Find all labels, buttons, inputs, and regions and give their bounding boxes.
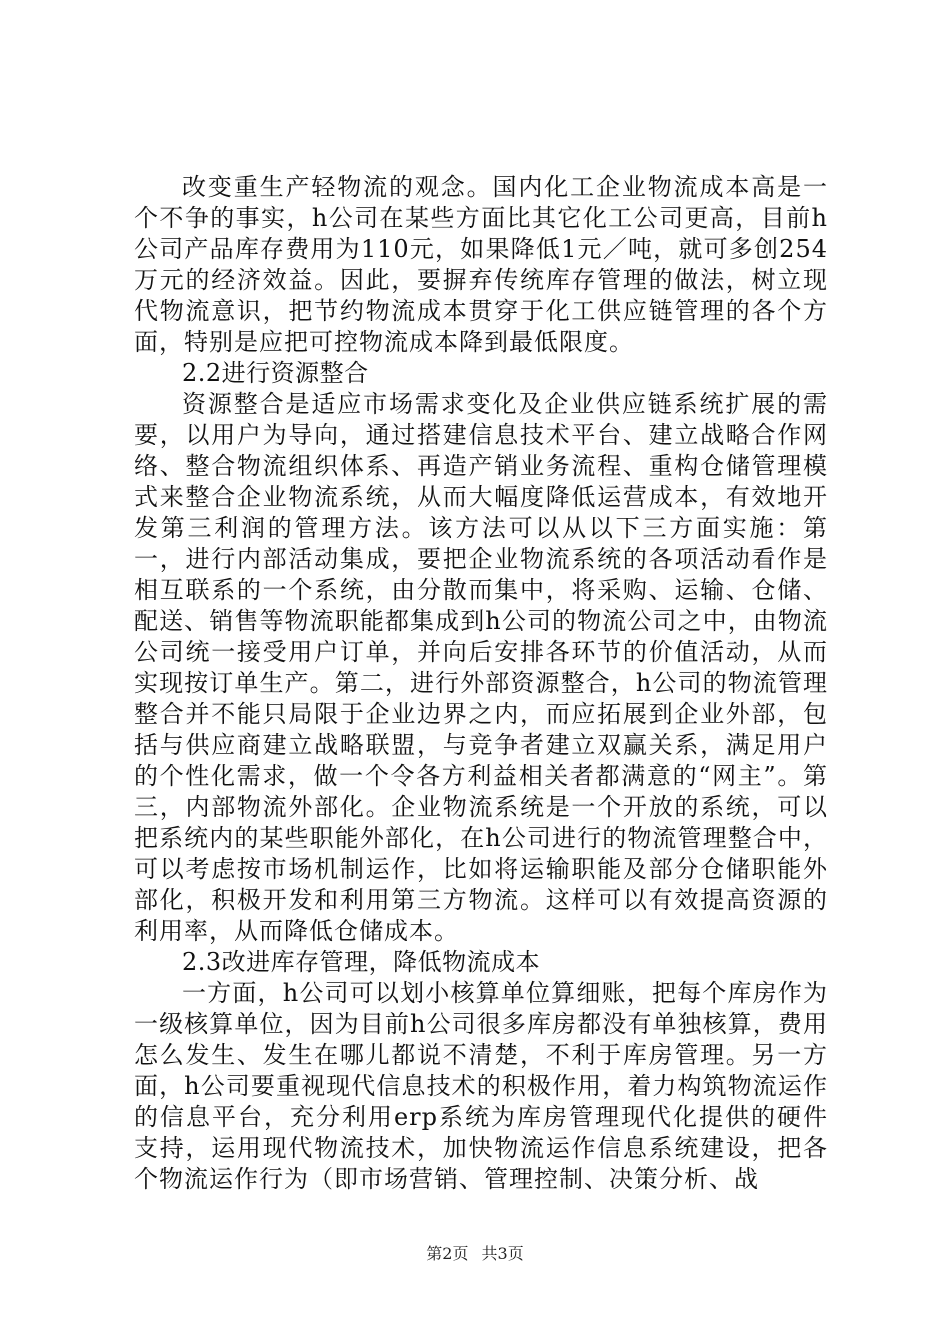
section-heading-2-3: 2.3改进库存管理，降低物流成本 (182, 948, 541, 976)
paragraph-inventory-management: 一方面，h公司可以划小核算单位算细账，把每个库房作为一级核算单位，因为目前h公司很多库房都没有单独核算，费用怎么发生、发生在哪儿都说不清楚，不利于库房管理。另一方面，h公司要重视现代信息技术的积极作用，着力构筑物流运作的信息平台，充分利用erp系统为库房管理现代化提供的硬件支持，运用现代物流技术，加快物流运作信息系统建设，把各个物流运作行为（即市场营销、管理控制、决策分析、战 (134, 979, 828, 1193)
paragraph-logistics-concept: 改变重生产轻物流的观念。国内化工企业物流成本高是一个不争的事实，h公司在某些方面比其它化工公司更高，目前h公司产品库存费用为110元，如果降低1元／吨，就可多创254万元的经济效益。因此，要摒弃传统库存管理的做法，树立现代物流意识，把节约物流成本贯穿于化工供应链管理的各个方面，特别是应把可控物流成本降到最低限度。 (134, 173, 828, 356)
document-body (134, 172, 828, 1195)
paragraph-resource-integration: 资源整合是适应市场需求变化及企业供应链系统扩展的需要，以用户为导向，通过搭建信息技术平台、建立战略合作网络、整合物流组织体系、再造产销业务流程、重构仓储管理模式来整合企业物流系统，从而大幅度降低运营成本，有效地开发第三利润的管理方法。该方法可以从以下三方面实施：第一，进行内部活动集成，要把企业物流系统的各项活动看作是相互联系的一个系统，由分散而集中，将采购、运输、仓储、配送、销售等物流职能都集成到h公司的物流公司之中，由物流公司统一接受用户订单，并向后安排各环节的价值活动，从而实现按订单生产。第二，进行外部资源整合，h公司的物流管理整合并不能只局限于企业边界之内，而应拓展到企业外部，包括与供应商建立战略联盟，与竞争者建立双赢关系，满足用户的个性化需求，做一个令各方利益相关者都满意的“网主”。第三，内部物流外部化。企业物流系统是一个开放的系统，可以把系统内的某些职能外部化，在h公司进行的物流管理整合中，可以考虑按市场机制运作，比如将运输职能及部分仓储职能外部化，积极开发和利用第三方物流。这样可以有效提高资源的利用率，从而降低仓储成本。 (134, 390, 828, 945)
page-footer (0, 1244, 950, 1264)
page-number: 第2页 (426, 1244, 469, 1263)
page-total: 共3页 (481, 1244, 524, 1263)
section-heading-2-2: 2.2进行资源整合 (182, 359, 369, 387)
